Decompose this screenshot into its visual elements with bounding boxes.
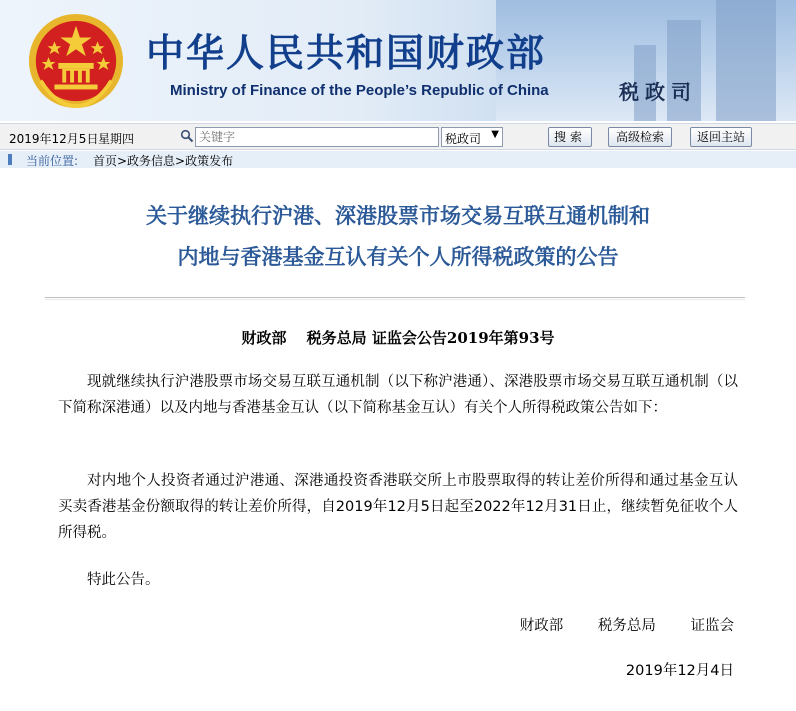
banner-building: [716, 0, 776, 121]
signatory-csrc: 证监会: [690, 618, 734, 634]
article-paragraph-3: 特此公告。: [87, 572, 160, 588]
title-divider: [45, 297, 745, 300]
site-banner: [0, 0, 796, 121]
breadcrumb-path[interactable]: 首页>政务信息>政策发布: [93, 154, 234, 168]
national-emblem-icon: [27, 12, 125, 110]
breadcrumb-marker-icon: [8, 154, 12, 165]
article-paragraph-2: 对内地个人投资者通过沪港通、深港通投资香港联交所上市股票取得的转让差价所得和通过基金互认买卖香港基金份额取得的转让差价所得，自2019年12月5日起至2022年12月31日止，继续暂免征收个人所得税。: [58, 473, 738, 541]
article-paragraph-1: 现就继续执行沪港股票市场交易互联互通机制（以下称沪港通）、深港股票市场交易互联互通机制（以下简称深港通）以及内地与香港基金互认（以下简称基金互认）有关个人所得税政策公告如下：: [58, 374, 738, 416]
article-title-line-1: 关于继续执行沪港、深港股票市场交易互联互通机制和: [146, 203, 650, 228]
issue-date: 2019年12月4日: [625, 663, 734, 679]
breadcrumb: [0, 151, 796, 168]
toolbar: [0, 123, 796, 150]
signatory-mof: 财政部: [519, 618, 564, 634]
banner-building: [667, 20, 701, 121]
dropdown-arrow-icon: ▼: [491, 129, 499, 140]
current-date: 2019年12月5日: [9, 132, 99, 146]
current-weekday: 星期四: [98, 132, 135, 146]
search-button[interactable]: 搜索: [548, 127, 592, 147]
return-home-button[interactable]: 返回主站: [690, 127, 752, 147]
search-scope-select[interactable]: [441, 127, 503, 147]
breadcrumb-label: 当前位置:: [26, 154, 79, 168]
search-input[interactable]: [195, 127, 439, 147]
document-number: 财政部 税务总局 证监会公告2019年第93号: [241, 329, 555, 347]
site-title: 中华人民共和国财政部: [146, 30, 547, 75]
search-scope-value: 税政司: [445, 132, 482, 146]
advanced-search-button[interactable]: 高级检索: [608, 127, 672, 147]
signatories: [490, 614, 734, 635]
article-title-line-2: 内地与香港基金互认有关个人所得税政策的公告: [177, 244, 619, 269]
search-icon: [180, 129, 194, 143]
signatory-sat: 税务总局: [597, 618, 656, 634]
department-name: 税政司: [619, 80, 697, 104]
site-title-english: Ministry of Finance of the People’s Republic of China: [170, 82, 549, 99]
